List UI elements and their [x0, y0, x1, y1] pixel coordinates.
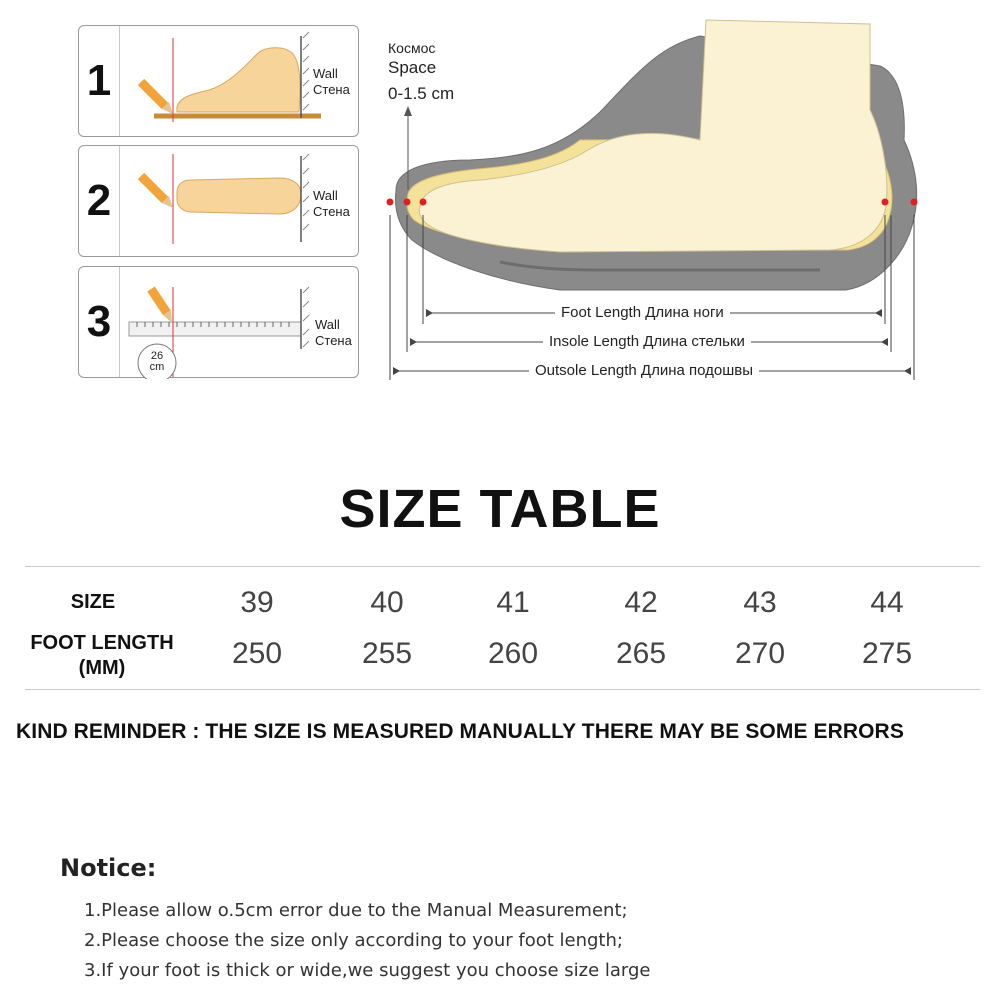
wall-label-ru: Стена [313, 82, 350, 97]
marker-foot-back [882, 199, 889, 206]
wall-label-en: Wall [313, 66, 338, 81]
notice-line: 2.Please choose the size only according to your foot length; [84, 930, 623, 951]
pencil-icon [151, 289, 172, 323]
measure-unit: cm [149, 361, 165, 373]
size-cell: 43 [743, 586, 777, 619]
size-cell: 44 [870, 586, 904, 619]
step-panel-2 [78, 145, 359, 257]
table-bottom-rule [25, 689, 980, 690]
wall-label [315, 317, 352, 349]
length-cell: 275 [861, 637, 913, 670]
marker-foot-front [420, 199, 427, 206]
marker-insole-front [404, 199, 411, 206]
length-cell: 250 [231, 637, 283, 670]
foot-length-row-label [18, 631, 186, 681]
notice-title: Notice: [60, 854, 157, 882]
wall-label-en: Wall [313, 188, 338, 203]
wall-label [313, 66, 350, 98]
space-label-ru: Космос [388, 40, 436, 56]
measure-value: 26 [150, 350, 164, 362]
foot-length-label-line1: FOOT LENGTH [30, 632, 174, 654]
wall-label-ru: Стена [315, 333, 352, 348]
marker-outsole-front [387, 199, 394, 206]
length-cell: 260 [487, 637, 539, 670]
space-label-en: Space [388, 58, 437, 77]
space-range: 0-1.5 cm [388, 84, 455, 103]
kind-reminder: KIND REMINDER : THE SIZE IS MEASURED MANUALLY THERE MAY BE SOME ERRORS [16, 720, 904, 743]
length-cell: 270 [734, 637, 786, 670]
step-panel-3 [78, 266, 359, 378]
measure-readout [141, 351, 173, 373]
foot-length-label: Foot Length Длина ноги [555, 304, 730, 321]
pencil-icon [141, 176, 173, 208]
notice-line: 1.Please allow o.5cm error due to the Manual Measurement; [84, 900, 628, 921]
table-top-rule [25, 566, 980, 567]
size-cell: 41 [496, 586, 530, 619]
foot-length-label-line2: (MM) [78, 657, 126, 679]
step-number: 3 [86, 297, 112, 346]
wall-label [313, 188, 350, 220]
length-cell: 255 [361, 637, 413, 670]
wall-label-en: Wall [315, 317, 340, 332]
ruler [129, 322, 301, 336]
size-cell: 42 [624, 586, 658, 619]
size-cell: 39 [240, 586, 274, 619]
size-table-title: SIZE TABLE [339, 479, 661, 539]
step-panel-1 [78, 25, 359, 137]
pencil-icon [141, 82, 173, 114]
marker-outsole-back [911, 199, 918, 206]
step-number: 2 [86, 176, 112, 225]
size-cell: 40 [370, 586, 404, 619]
size-row-label: SIZE [70, 591, 116, 613]
foot-shape [177, 178, 301, 214]
insole-length-label: Insole Length Длина стельки [543, 333, 751, 350]
notice-line: 3.If your foot is thick or wide,we suggest you choose size large [84, 960, 651, 981]
length-cell: 265 [615, 637, 667, 670]
step-number: 1 [86, 56, 112, 105]
foot [419, 20, 887, 252]
outsole-length-label: Outsole Length Длина подошвы [529, 362, 759, 379]
foot-shape [177, 48, 300, 112]
wall-label-ru: Стена [313, 204, 350, 219]
